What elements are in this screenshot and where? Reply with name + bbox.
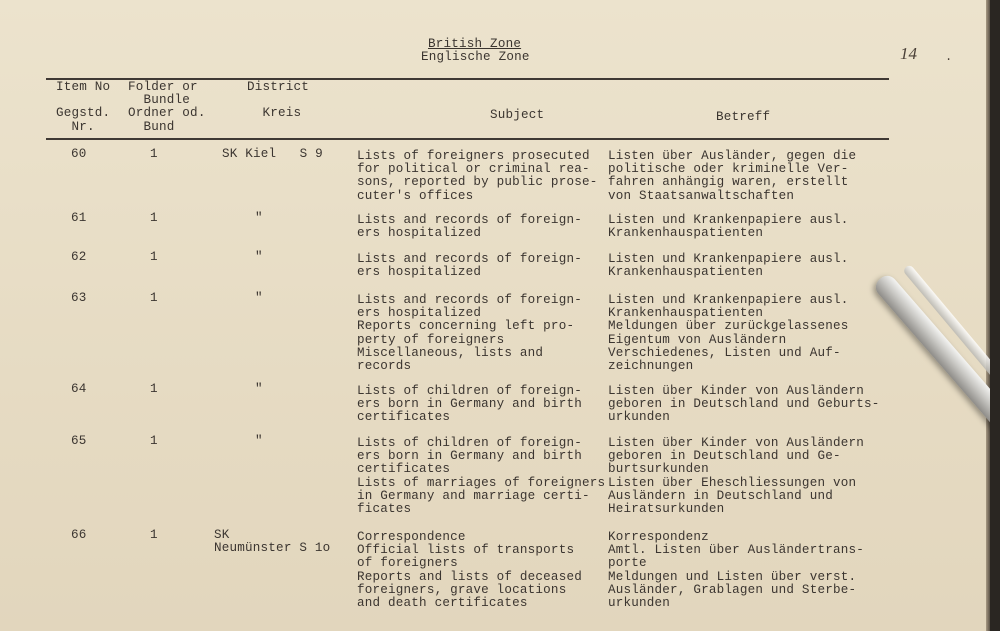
cell-betreff: Listen über Kinder von Ausländern geboren in Deutschland und Geburts- urkunden (608, 384, 880, 425)
cell-item-no: 63 (71, 291, 87, 305)
cell-folder: 1 (150, 291, 158, 305)
cell-item-no: 66 (71, 528, 87, 542)
cell-betreff: Listen und Krankenpapiere ausl. Krankenhauspatienten Meldungen über zurückgelassenes Eigentum von Ausländern Verschiedenes, Listen und Auf- zeichnungen (608, 293, 849, 374)
table-header-rule (46, 138, 889, 140)
cell-subject: Lists of children of foreign- ers born in Germany and birth certificates Lists of marriages of foreigners in Germany and marriage certi- ficates (357, 436, 606, 517)
cell-item-no: 64 (71, 382, 87, 396)
cell-subject: Lists and records of foreign- ers hospitalized Reports concerning left pro- perty of foreigners Miscellaneous, lists and records (357, 293, 582, 374)
cell-district: " (255, 434, 263, 448)
cell-district: SK Neumünster S 1o (214, 528, 331, 556)
cell-betreff: Listen über Ausländer, gegen die politische oder kriminelle Ver- fahren anhängig waren, erstellt von Staatsanwaltschaften (608, 149, 857, 203)
cell-subject: Lists of children of foreign- ers born in Germany and birth certificates (357, 384, 582, 425)
cell-subject: Lists and records of foreign- ers hospitalized (357, 252, 582, 280)
zone-title-en: British Zone (428, 37, 522, 51)
cell-item-no: 62 (71, 250, 87, 264)
cell-item-no: 65 (71, 434, 87, 448)
col-header-folder: Folder or Bundle Ordner od. Bund (128, 80, 206, 134)
cell-folder: 1 (150, 434, 158, 448)
cell-district: SK Kiel S 9 (222, 147, 323, 161)
cell-district: " (255, 211, 263, 225)
page-mark: . (945, 50, 953, 64)
cell-betreff: Korrespondenz Amtl. Listen über Ausländertrans- porte Meldungen und Listen über verst. Ausländer, Grablagen und Sterbe- urkunden (608, 530, 864, 611)
cell-item-no: 60 (71, 147, 87, 161)
cell-subject: Lists and records of foreign- ers hospitalized (357, 213, 582, 241)
cell-folder: 1 (150, 382, 158, 396)
cell-folder: 1 (150, 211, 158, 225)
binding-edge (986, 0, 990, 631)
col-header-subject: Subject (490, 108, 545, 122)
cell-betreff: Listen und Krankenpapiere ausl. Krankenhauspatienten (608, 213, 849, 241)
cell-district: " (255, 291, 263, 305)
cell-betreff: Listen und Krankenpapiere ausl. Krankenhauspatienten (608, 252, 849, 280)
col-header-item-no: Item No Gegstd. Nr. (56, 80, 111, 134)
cell-item-no: 61 (71, 211, 87, 225)
col-header-betreff: Betreff (716, 110, 771, 124)
cell-subject: Correspondence Official lists of transports of foreigners Reports and lists of deceased foreigners, grave locations and death certificates (357, 530, 582, 611)
cell-district: " (255, 250, 263, 264)
cell-betreff: Listen über Kinder von Ausländern geboren in Deutschland und Ge- burtsurkunden Listen über Eheschliessungen von Ausländern in Deutschland und Heiratsurkunden (608, 436, 864, 517)
cell-district: " (255, 382, 263, 396)
cell-subject: Lists of foreigners prosecuted for political or criminal rea- sons, reported by public prose- cuter's offices (357, 149, 598, 203)
col-header-district: District Kreis (247, 80, 310, 121)
cell-folder: 1 (150, 147, 158, 161)
cell-folder: 1 (150, 528, 158, 542)
cell-folder: 1 (150, 250, 158, 264)
zone-title-de: Englische Zone (421, 50, 530, 64)
page-number: 14 (900, 44, 917, 63)
